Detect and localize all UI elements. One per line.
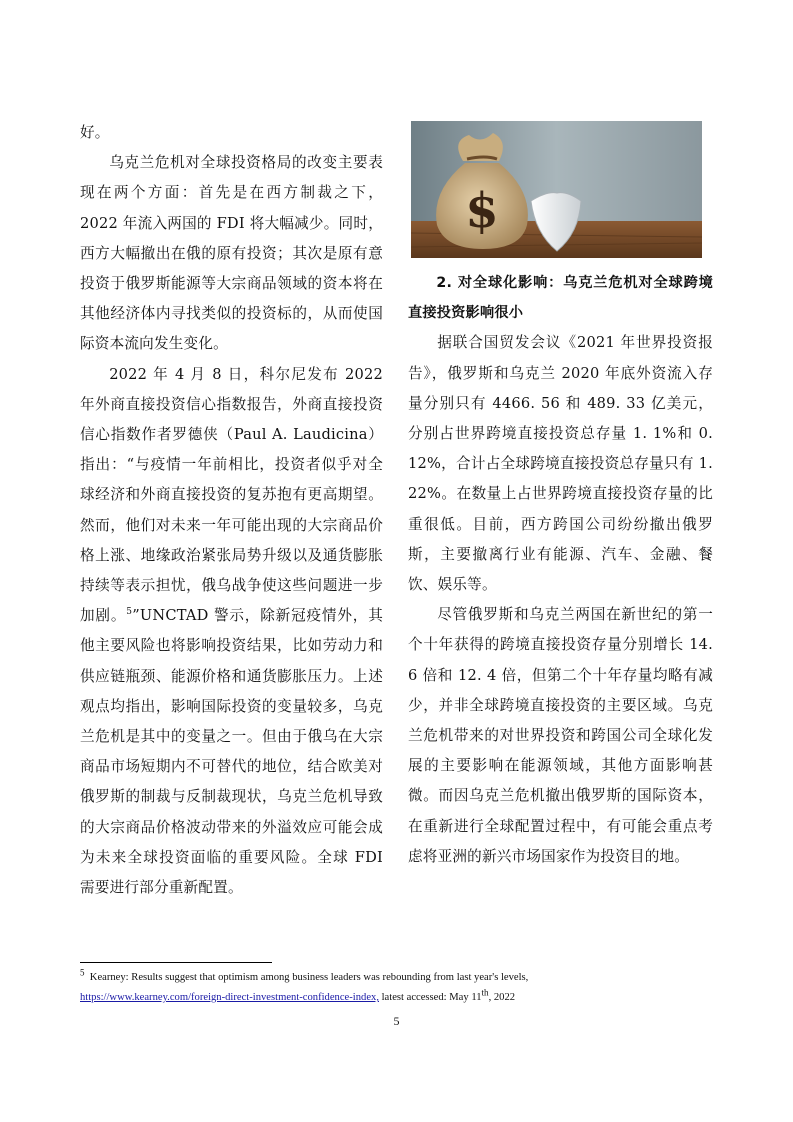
footnote-accessed: latest accessed: May 11 bbox=[378, 992, 482, 1003]
paragraph: 乌克兰危机对全球投资格局的改变主要表现在两个方面：首先是在西方制裁之下，2022 年流入两国的 FDI 将大幅减少。同时，西方大幅撤出在俄的原有投资；其次是原有意投资于俄罗斯能源等大宗商品领域的资本将在其他经济体内寻找类似的投资标的，从而使国际资本流向发生变化。 bbox=[80, 154, 383, 353]
footnote-link[interactable]: https://www.kearney.com/foreign-direct-investment-confidence-index, bbox=[80, 992, 379, 1003]
page-number: 5 bbox=[393, 1014, 400, 1028]
footnote-ref[interactable]: 5 bbox=[126, 607, 133, 618]
footnote-line-2 bbox=[80, 988, 720, 1008]
footnote-marker: 5 bbox=[80, 967, 85, 978]
right-column bbox=[408, 268, 713, 872]
footnote bbox=[80, 968, 720, 1008]
dollar-symbol: $ bbox=[465, 183, 499, 239]
paragraph: 据联合国贸发会议《2021 年世界投资报告》，俄罗斯和乌克兰 2020 年底外资流入存量分别只有 4466. 56 和 489. 33 亿美元，分别占世界跨境直接投资总存量 1. 1%和 0. 12%，合计占全球跨境直接投资总存量只有 1. 22%。在数量上占世界跨境直接投资存量的比重很低。目前，西方跨国公司纷纷撤出俄罗斯，主要撤离行业有能源、汽车、金融、餐饮、娱乐等。 bbox=[408, 334, 713, 594]
footnote-divider bbox=[80, 962, 272, 963]
footnote-accessed-year: , 2022 bbox=[488, 992, 516, 1003]
paragraph-text: 2022 年 4 月 8 日，科尔尼发布 2022 年外商直接投资信心指数报告，外商直接投资信心指数作者罗德侠（Paul A. Laudicina）指出：“与疫情一年前相比，投资者似乎对全球经济和外商直接投资的复苏抱有更高期望。然而，他们对未来一年可能出现的大宗商品价格上涨、地缘政治紧张局势升级以及通货膨胀持续等表示担忧，俄乌战争使这些问题进一步加剧。 bbox=[80, 365, 383, 625]
paragraph: 尽管俄罗斯和乌克兰两国在新世纪的第一个十年获得的跨境直接投资存量分别增长 14. 6 倍和 12. 4 倍，但第二个十年存量均略有减少，并非全球跨境直接投资的主要区域。乌克兰危机带来的对世界投资和跨国公司全球化发展的主要影响在能源领域，其他方面影响甚微。而因乌克兰危机撤出俄罗斯的国际资本，在重新进行全球配置过程中，有可能会重点考虑将亚洲的新兴市场国家作为投资目的地。 bbox=[408, 606, 713, 865]
section-heading: 2. 对全球化影响：乌克兰危机对全球跨境直接投资影响很小 bbox=[408, 275, 713, 322]
money-bag-photo bbox=[411, 121, 702, 258]
paragraph bbox=[80, 360, 383, 904]
footnote-text: Kearney: Results suggest that optimism among business leaders was rebounding from last year's levels, bbox=[89, 972, 529, 983]
paragraph-text: ”UNCTAD 警示，除新冠疫情外，其他主要风险也将影响投资结果，比如劳动力和供应链瓶颈、能源价格和通货膨胀压力。上述观点均指出，影响国际投资的变量较多，乌克兰危机是其中的变量之一。但由于俄乌在大宗商品市场短期内不可替代的地位，结合欧美对俄罗斯的制裁与反制裁现状，乌克兰危机导致的大宗商品价格波动带来的外溢效应可能会成为未来全球投资面临的重要风险。全球 FDI 需要进行部分重新配置。 bbox=[80, 607, 383, 897]
left-column bbox=[80, 118, 383, 903]
footnote-line-1 bbox=[80, 968, 720, 988]
paragraph: 好。 bbox=[80, 124, 110, 141]
footnote-accessed-sup: th bbox=[481, 987, 489, 998]
